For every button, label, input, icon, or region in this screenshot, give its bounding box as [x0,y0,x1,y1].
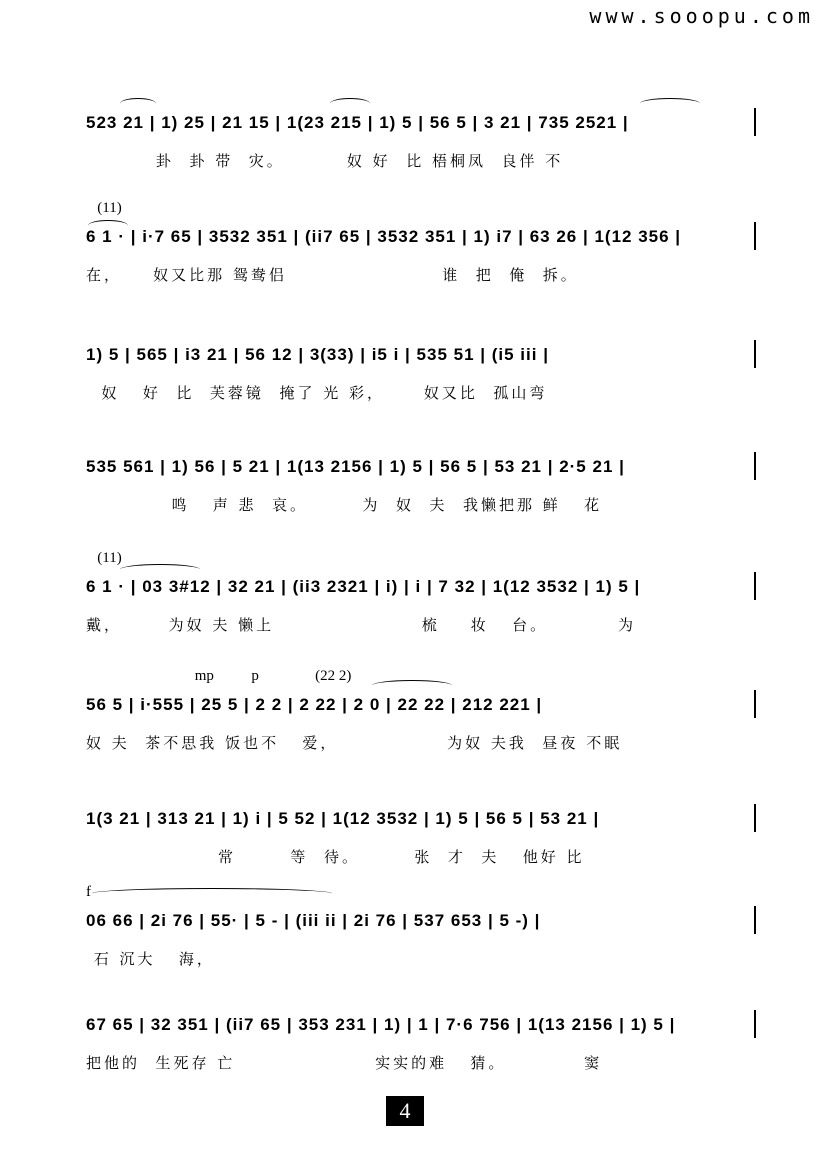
system-3-above [86,318,756,340]
slur-mark [92,888,332,899]
system-4-notes: 535 561 | 1) 56 | 5 21 | 1(13 2156 | 1) 5 | 56 5 | 53 21 | 2·5 21 | [86,457,625,476]
system-2-above: (11) [86,200,122,216]
final-barline [754,222,756,250]
slur-mark [120,564,200,575]
system-7-lyrics: 常 等 待。 张 才 夫 他好 比 [86,848,585,866]
page-number: 4 [386,1096,424,1126]
system-5-notes: 6 1 · | 03 3#12 | 32 21 | (ii3 2321 | i) | i | 7 32 | 1(12 3532 | 1) 5 | [86,577,641,596]
system-5-above: (11) [86,550,122,566]
final-barline [754,1010,756,1038]
system-4-lyrics: 鸣 声 悲 哀。 为 奴 夫 我懒把那 鲜 花 [86,496,603,514]
slur-mark [372,680,452,691]
system-5-lyrics: 戴， 为奴 夫 懒上 梳 妆 台。 为 [86,616,637,634]
system-8-above: f [86,884,91,900]
system-2-notes: 6 1 · | i·7 65 | 3532 351 | (ii7 65 | 3532 351 | 1) i7 | 63 26 | 1(12 356 | [86,227,682,246]
final-barline [754,340,756,368]
system-8-lyrics: 石 沉大 海， [86,950,215,968]
final-barline [754,108,756,136]
system-3-notes: 1) 5 | 565 | i3 21 | 56 12 | 3(33) | i5 i | 535 51 | (i5 iii | [86,345,549,364]
system-9-notes: 67 65 | 32 351 | (ii7 65 | 353 231 | 1) | 1 | 7·6 756 | 1(13 2156 | 1) 5 | [86,1015,676,1034]
system-6-notes: 56 5 | i·555 | 25 5 | 2 2 | 2 22 | 2 0 | 22 22 | 212 221 | [86,695,543,714]
system-4-above [86,430,756,452]
slur-mark [640,98,700,109]
final-barline [754,804,756,832]
system-9-above [86,988,756,1010]
system-9-lyrics: 把他的 生死存 亡 实实的难 猜。 窦 [86,1054,603,1072]
system-1-lyrics: 卦 卦 带 灾。 奴 好 比 梧桐凤 良伴 不 [86,152,564,170]
final-barline [754,572,756,600]
system-2-lyrics: 在， 奴又比那 鸳鸯侣 谁 把 俺 拆。 [86,266,579,284]
slur-mark [88,220,128,231]
system-6-above: mp p (22 2) [86,668,352,684]
system-8-notes: 06 66 | 2i 76 | 55· | 5 - | (iii ii | 2i 76 | 537 653 | 5 -) | [86,911,541,930]
slur-mark [330,98,370,109]
system-7-above [86,782,756,804]
system-7-notes: 1(3 21 | 313 21 | 1) i | 5 52 | 1(12 3532 | 1) 5 | 56 5 | 53 21 | [86,809,600,828]
final-barline [754,690,756,718]
watermark: www.sooopu.com [589,4,814,28]
system-1-notes: 523 21 | 1) 25 | 21 15 | 1(23 215 | 1) 5 | 56 5 | 3 21 | 735 2521 | [86,113,629,132]
final-barline [754,906,756,934]
slur-mark [120,98,156,109]
system-3-lyrics: 奴 好 比 芙蓉镜 掩了 光 彩， 奴又比 孤山弯 [86,384,548,402]
final-barline [754,452,756,480]
system-6-lyrics: 奴 夫 茶不思我 饭也不 爱， 为奴 夫我 昼夜 不眠 [86,734,623,752]
